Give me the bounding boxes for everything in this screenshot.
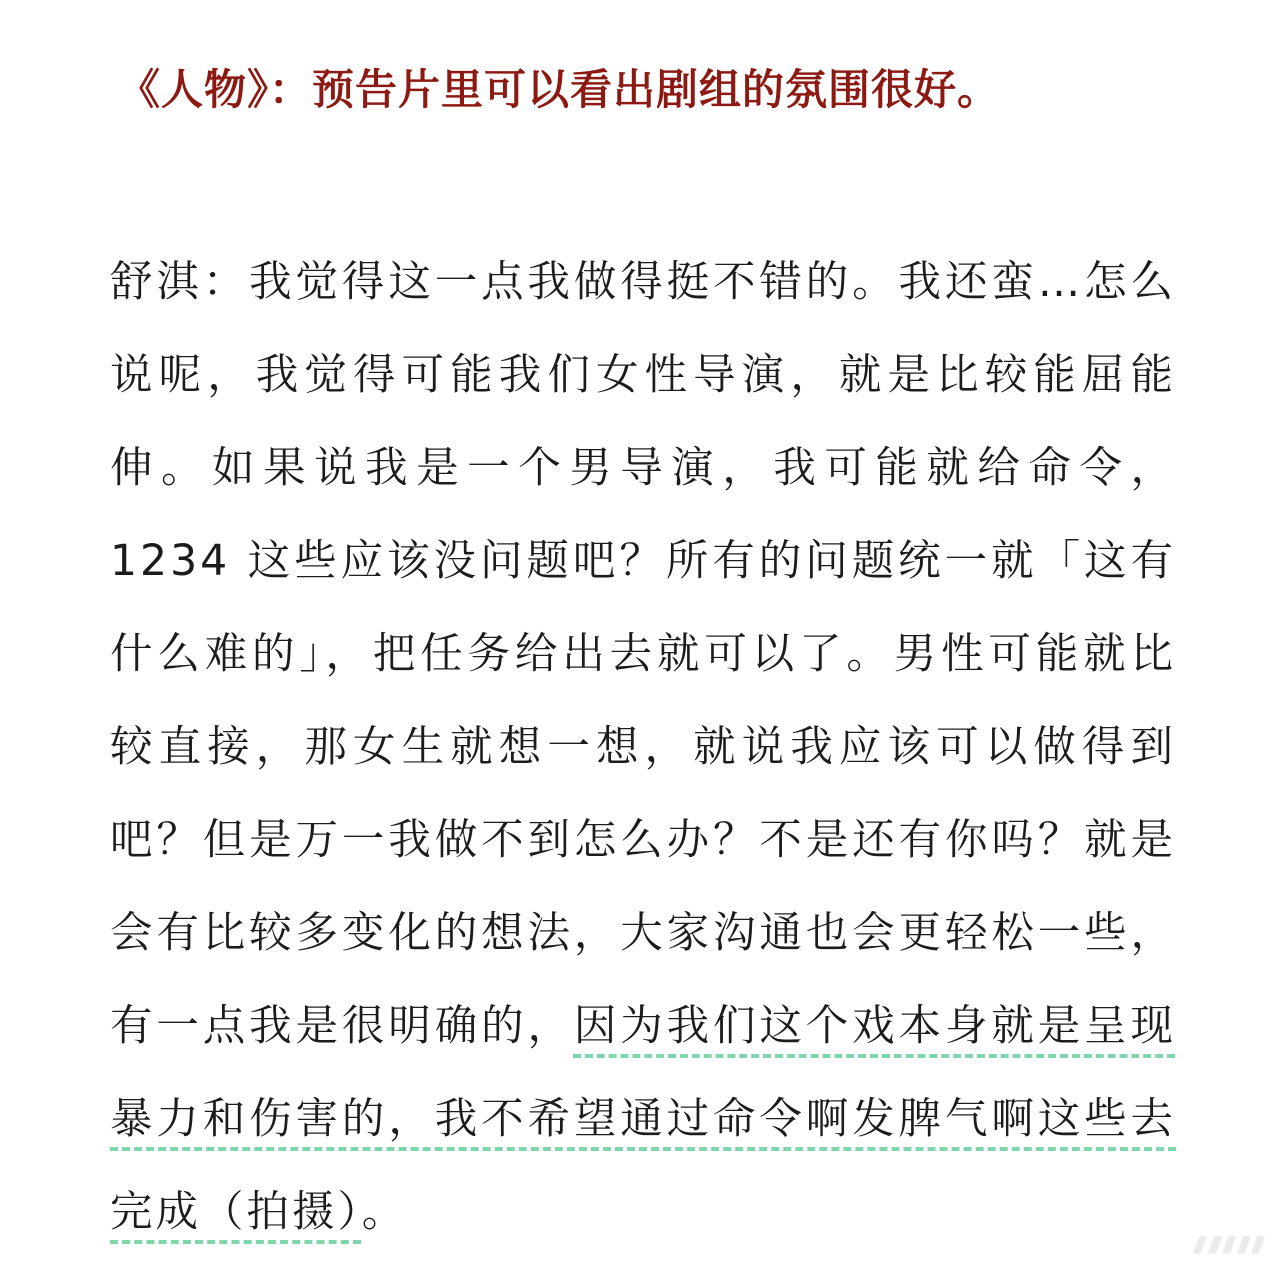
watermark-stroke (1207, 1236, 1222, 1254)
brand-watermark-icon (1196, 1234, 1262, 1256)
interview-answer (110, 236, 1176, 1259)
highlighted-quote: 因为我们这个戏本身就是呈现暴力和伤害的，我不希望通过命令啊发脾气啊这些去完成（拍摄） (110, 1002, 1176, 1237)
interview-question: 《人物》：预告片里可以看出剧组的氛围很好。 (118, 65, 1001, 114)
watermark-stroke (1222, 1236, 1237, 1254)
watermark-stroke (1251, 1236, 1266, 1254)
answer-ending: 。 (361, 1188, 408, 1237)
answer-text: 舒淇：我觉得这一点我做得挺不错的。我还蛮…怎么说呢，我觉得可能我们女性导演，就是比较能屈能伸。如果说我是一个男导演，我可能就给命令，1234 这些应该没问题吧？所有的问题统一就「这有什么难的」，把任务给出去就可以了。男性可能就比较直接，那女生就想一想，就说我应该可以做得到吧？但是万一我做不到怎么办？不是还有你吗？就是会有比较多变化的想法，大家沟通也会更轻松一些，有一点我是很明确的， (110, 258, 1176, 1051)
watermark-stroke (1193, 1236, 1208, 1254)
watermark-stroke (1236, 1236, 1251, 1254)
